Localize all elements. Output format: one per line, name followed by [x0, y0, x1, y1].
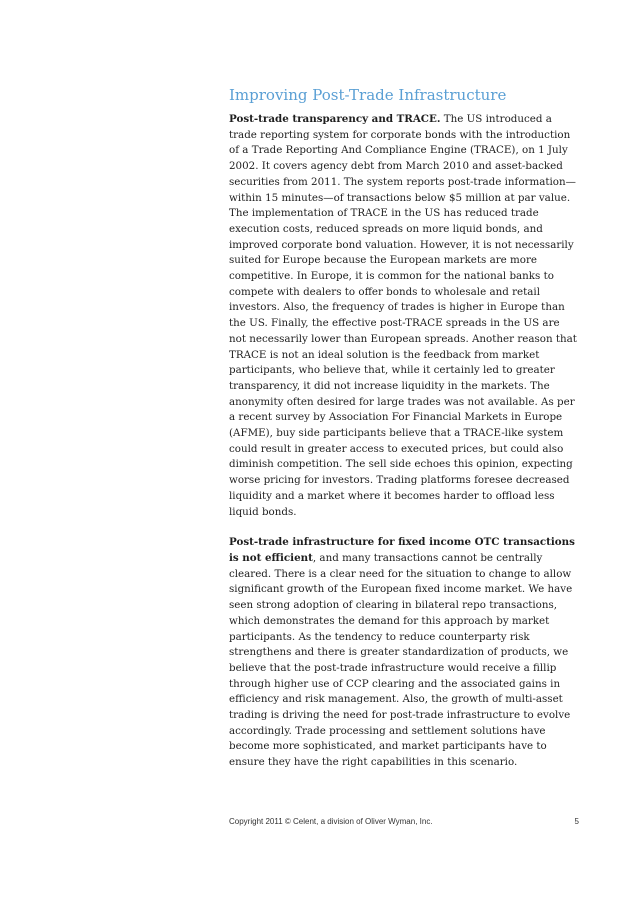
paragraph-lead: Post-trade transparency and TRACE. — [229, 113, 441, 125]
page-content — [229, 84, 579, 771]
paragraph-body: The US introduced a trade reporting system for corporate bonds with the introduction of a Trade Reporting And Compliance Engine (TRACE), on 1 July 2002. It covers agency debt from March 2010 and asset-backed securities from 2011. The system reports post-trade information—within 15 minutes—of transactions below $5 million at par value. The implementation of TRACE in the US has reduced trade execution costs, reduced spreads on more liquid bonds, and improved corporate bond valuation. However, it is not necessarily suited for Europe because the European markets are more competitive. In Europe, it is common for the national banks to compete with dealers to offer bonds to wholesale and retail investors. Also, the frequency of trades is higher in Europe than the US. Finally, the effective post-TRACE spreads in the US are not necessarily lower than European spreads. Another reason that TRACE is not an ideal solution is the feedback from market participants, who believe that, while it certainly led to greater transparency, it did not increase liquidity in the markets. The anonymity often desired for large trades was not available. As per a recent survey by Association For Financial Markets in Europe (AFME), buy side participants believe that a TRACE-like system could result in greater access to executed prices, but could also diminish competition. The sell side echoes this opinion, expecting worse pricing for investors. Trading platforms foresee decreased liquidity and a market where it becomes harder to offload less liquid bonds. — [229, 113, 577, 518]
paragraph-lead: Post-trade infrastructure for fixed income OTC transactions is not efficient — [229, 536, 575, 564]
copyright-notice: Copyright 2011 © Celent, a division of Oliver Wyman, Inc. — [229, 817, 433, 826]
paragraph-trace — [229, 112, 579, 520]
section-heading: Improving Post-Trade Infrastructure — [229, 86, 507, 104]
paragraph-body: , and many transactions cannot be centrally cleared. There is a clear need for the situation to change to allow significant growth of the European fixed income market. We have seen strong adoption of clearing in bilateral repo transactions, which demonstrates the demand for this approach by market participants. As the tendency to reduce counterparty risk strengthens and there is greater standardization of products, we believe that the post-trade infrastructure would receive a fillip through higher use of CCP clearing and the associated gains in efficiency and risk management. Also, the growth of multi-asset trading is driving the need for post-trade infrastructure to evolve accordingly. Trade processing and settlement solutions have become more sophisticated, and market participants have to ensure they have the right capabilities in this scenario. — [229, 551, 573, 769]
page-number: 5 — [574, 817, 579, 826]
paragraph-post-trade-infrastructure — [229, 535, 579, 771]
